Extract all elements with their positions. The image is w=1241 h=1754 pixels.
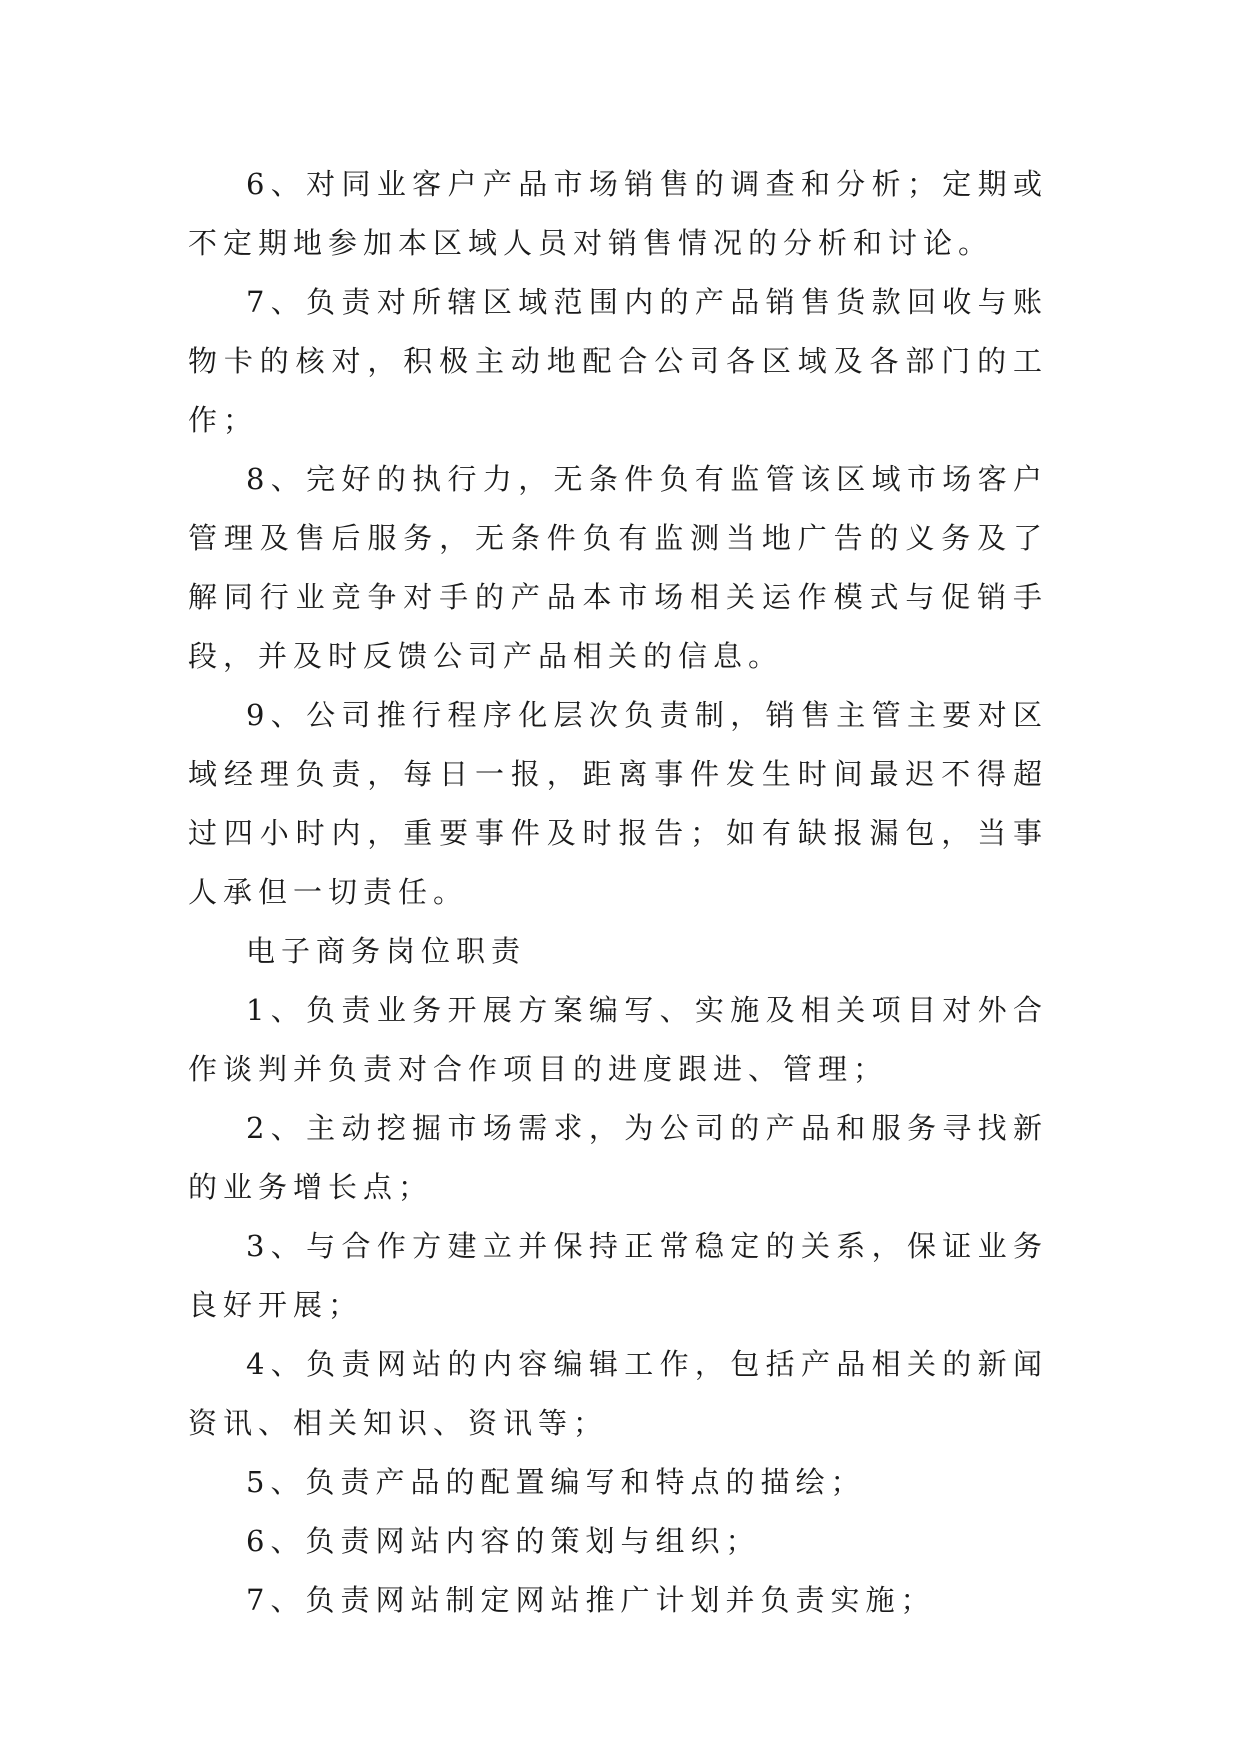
paragraph-ecommerce-item-2: 2、主动挖掘市场需求，为公司的产品和服务寻找新的业务增长点；	[188, 1111, 1048, 1204]
section-heading-ecommerce-duties: 电子商务岗位职责	[246, 934, 527, 968]
paragraph-ecommerce-item-6: 6、负责网站内容的策划与组织；	[246, 1524, 761, 1558]
paragraph-ecommerce-item-5: 5、负责产品的配置编写和特点的描绘；	[246, 1465, 866, 1499]
paragraph-item-6-market-analysis: 6、对同业客户产品市场销售的调查和分析；定期或不定期地参加本区域人员对销售情况的分析和讨论。	[188, 167, 1048, 260]
paragraph-item-7-payment-collection: 7、负责对所辖区域范围内的产品销售货款回收与账物卡的核对，积极主动地配合公司各区域及各部门的工作；	[188, 285, 1048, 437]
paragraph-ecommerce-item-3: 3、与合作方建立并保持正常稳定的关系，保证业务良好开展；	[188, 1229, 1048, 1322]
paragraph-ecommerce-item-7: 7、负责网站制定网站推广计划并负责实施；	[246, 1583, 936, 1617]
paragraph-ecommerce-item-4: 4、负责网站的内容编辑工作，包括产品相关的新闻资讯、相关知识、资讯等；	[188, 1347, 1048, 1440]
paragraph-ecommerce-item-1: 1、负责业务开展方案编写、实施及相关项目对外合作谈判并负责对合作项目的进度跟进、管理；	[188, 993, 1048, 1086]
document-body	[188, 155, 1048, 1630]
paragraph-item-8-execution: 8、完好的执行力，无条件负有监管该区域市场客户管理及售后服务，无条件负有监测当地广告的义务及了解同行业竞争对手的产品本市场相关运作模式与促销手段，并及时反馈公司产品相关的信息。	[188, 462, 1048, 673]
paragraph-item-9-reporting: 9、公司推行程序化层次负责制，销售主管主要对区域经理负责，每日一报，距离事件发生时间最迟不得超过四小时内，重要事件及时报告；如有缺报漏包，当事人承但一切责任。	[188, 698, 1048, 909]
